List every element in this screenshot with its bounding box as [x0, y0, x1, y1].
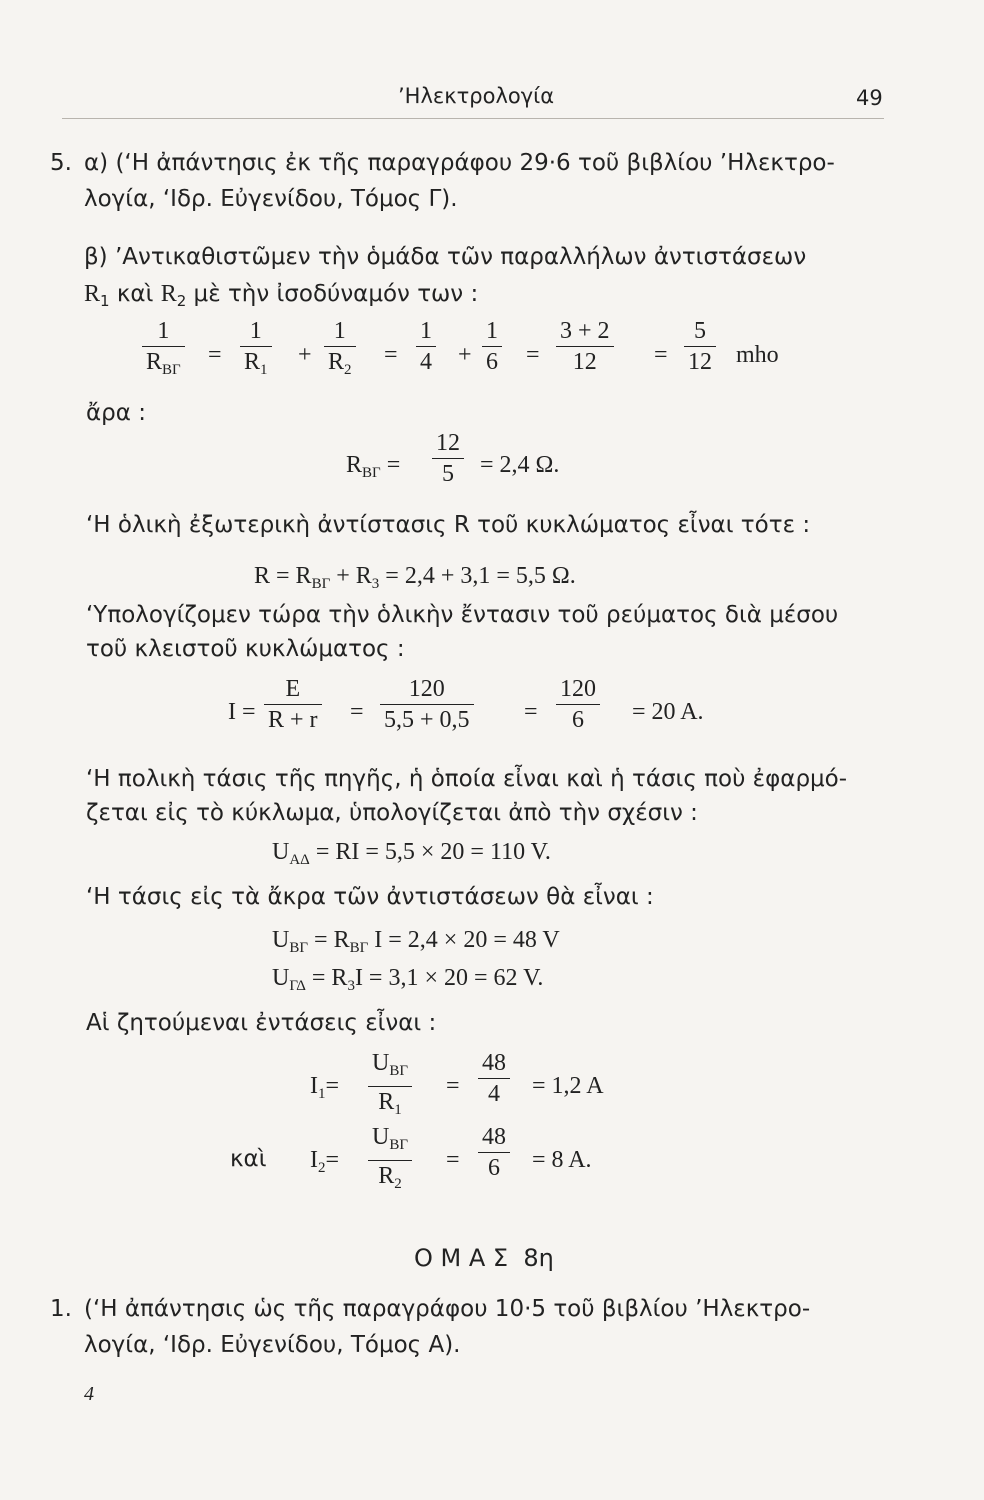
- fraction-5-over-12a: 3 + 2 12: [556, 318, 614, 375]
- fraction-1-over-4: 1 4: [416, 318, 436, 375]
- fraction-48-over-6: 48 6: [478, 1124, 510, 1181]
- equals-sign: =: [446, 1073, 460, 1099]
- r1-sub: 1: [100, 292, 110, 310]
- i2-lhs: $I_2=$: [310, 1147, 340, 1176]
- i2-result: = 8 A.: [532, 1147, 592, 1173]
- fraction-12-over-5: 12 5: [432, 430, 464, 487]
- fraction-1-over-rbg: 1 $R_{B\Gamma}$: [142, 318, 185, 383]
- signature-mark: 4: [84, 1383, 94, 1405]
- kai-word: καὶ: [230, 1146, 267, 1172]
- equals-sign: =: [350, 699, 364, 725]
- answer-b-line2: [84, 282, 478, 309]
- fraction-ubg-over-r2: $U_{B\Gamma}$ $R_2$: [368, 1124, 412, 1197]
- rbg-result: = 2,4 Ω.: [480, 452, 560, 478]
- answer-q1-line2: λογία, ‘Ιδρ. Εὐγενίδου, Τόμος Α).: [84, 1332, 461, 1358]
- current-result: = 20 A.: [632, 699, 704, 725]
- terminal-voltage-text: ‘Η τάσις εἰς τὰ ἄκρα τῶν ἀντιστάσεων θὰ εἶναι :: [86, 884, 654, 910]
- ara-label: ἄρα :: [86, 400, 146, 426]
- fraction-1-over-r2: 1 $R_2$: [324, 318, 356, 383]
- fraction-5-over-12b: 5 12: [684, 318, 716, 375]
- polar-voltage-equation: $U_{A\Delta}$ = RI = 5,5 × 20 = 110 V.: [272, 839, 551, 868]
- page-number: 49: [856, 86, 883, 110]
- running-header-title: ’Ηλεκτρολογία: [398, 84, 555, 108]
- r2-symbol: R: [160, 281, 177, 307]
- fraction-48-over-4: 48 4: [478, 1050, 510, 1107]
- fraction-1-over-6: 1 6: [482, 318, 502, 375]
- polar-voltage-line2: ζεται εἰς τὸ κύκλωμα, ὑπολογίζεται ἀπὸ τὴν σχέσιν :: [86, 800, 698, 826]
- fraction-1-over-r1: 1 $R_1$: [240, 318, 272, 383]
- question-number: 5.: [50, 150, 72, 176]
- equals-sign: =: [654, 342, 668, 368]
- total-resistance-equation: $R = R_{B\Gamma} + R_3 = 2,4 + 3,1 = 5,5$ Ω.: [254, 563, 576, 592]
- calc-current-line2: τοῦ κλειστοῦ κυκλώματος :: [86, 636, 405, 662]
- current-lhs: I =: [228, 699, 256, 725]
- fraction-ubg-over-r1: $U_{B\Gamma}$ $R_1$: [368, 1050, 412, 1123]
- total-resistance-text: ‘Η ὁλικὴ ἐξωτερικὴ ἀντίστασις R τοῦ κυκλώματος εἶναι τότε :: [86, 512, 811, 538]
- answer-a-line1: α) (‘Η ἀπάντησις ἐκ τῆς παραγράφου 29·6 τοῦ βιβλίου ’Ηλεκτρο-: [84, 150, 835, 176]
- equivalent-text: μὲ τὴν ἰσοδύναμόν των :: [186, 281, 479, 307]
- i1-lhs: $I_1=$: [310, 1073, 340, 1102]
- voltage-ugd-equation: $U_{\Gamma\Delta} = R_3I = 3,1 \times 20 = 62$ V.: [272, 965, 544, 994]
- equals-sign: =: [446, 1147, 460, 1173]
- fraction-e-over-rr: E R + r: [264, 676, 322, 733]
- plus-sign: +: [458, 342, 472, 368]
- fraction-120-over-6: 120 6: [556, 676, 600, 733]
- equals-sign: =: [208, 342, 222, 368]
- equals-sign: =: [384, 342, 398, 368]
- r1-symbol: R: [84, 281, 101, 307]
- i1-result: = 1,2 A: [532, 1073, 604, 1099]
- currents-text: Αἱ ζητούμεναι ἐντάσεις εἶναι :: [86, 1010, 437, 1036]
- plus-sign: +: [298, 342, 312, 368]
- unit-mho: mho: [736, 342, 779, 368]
- and-word: καὶ: [109, 281, 161, 307]
- equals-sign: =: [526, 342, 540, 368]
- answer-a-line2: λογία, ‘Ιδρ. Εὐγενίδου, Τόμος Γ).: [84, 186, 458, 212]
- calc-current-line1: ‘Υπολογίζομεν τώρα τὴν ὁλικὴν ἔντασιν τοῦ ρεύματος διὰ μέσου: [86, 602, 839, 628]
- question-number: 1.: [50, 1296, 72, 1322]
- voltage-ubg-equation: $U_{B\Gamma} = R_{B\Gamma}$ I = 2,4 × 20 = 48 V: [272, 927, 560, 956]
- answer-q1-line1: (‘Η ἀπάντησις ὡς τῆς παραγράφου 10·5 τοῦ βιβλίου ’Ηλεκτρο-: [84, 1296, 811, 1322]
- group-title: Ο Μ Α Σ 8η: [414, 1244, 554, 1272]
- r2-sub: 2: [176, 292, 187, 310]
- rbg-lhs: $R_{B\Gamma}$ =: [346, 452, 401, 481]
- fraction-120-over-sum: 120 5,5 + 0,5: [380, 676, 474, 733]
- polar-voltage-line1: ‘Η πολικὴ τάσις τῆς πηγῆς, ἡ ὁποία εἶναι καὶ ἡ τάσις ποὺ ἐφαρμό-: [86, 766, 848, 792]
- answer-b-line1: β) ’Αντικαθιστῶμεν τὴν ὁμάδα τῶν παραλλήλων ἀντιστάσεων: [84, 244, 807, 270]
- header-rule: [62, 118, 884, 119]
- equals-sign: =: [524, 699, 538, 725]
